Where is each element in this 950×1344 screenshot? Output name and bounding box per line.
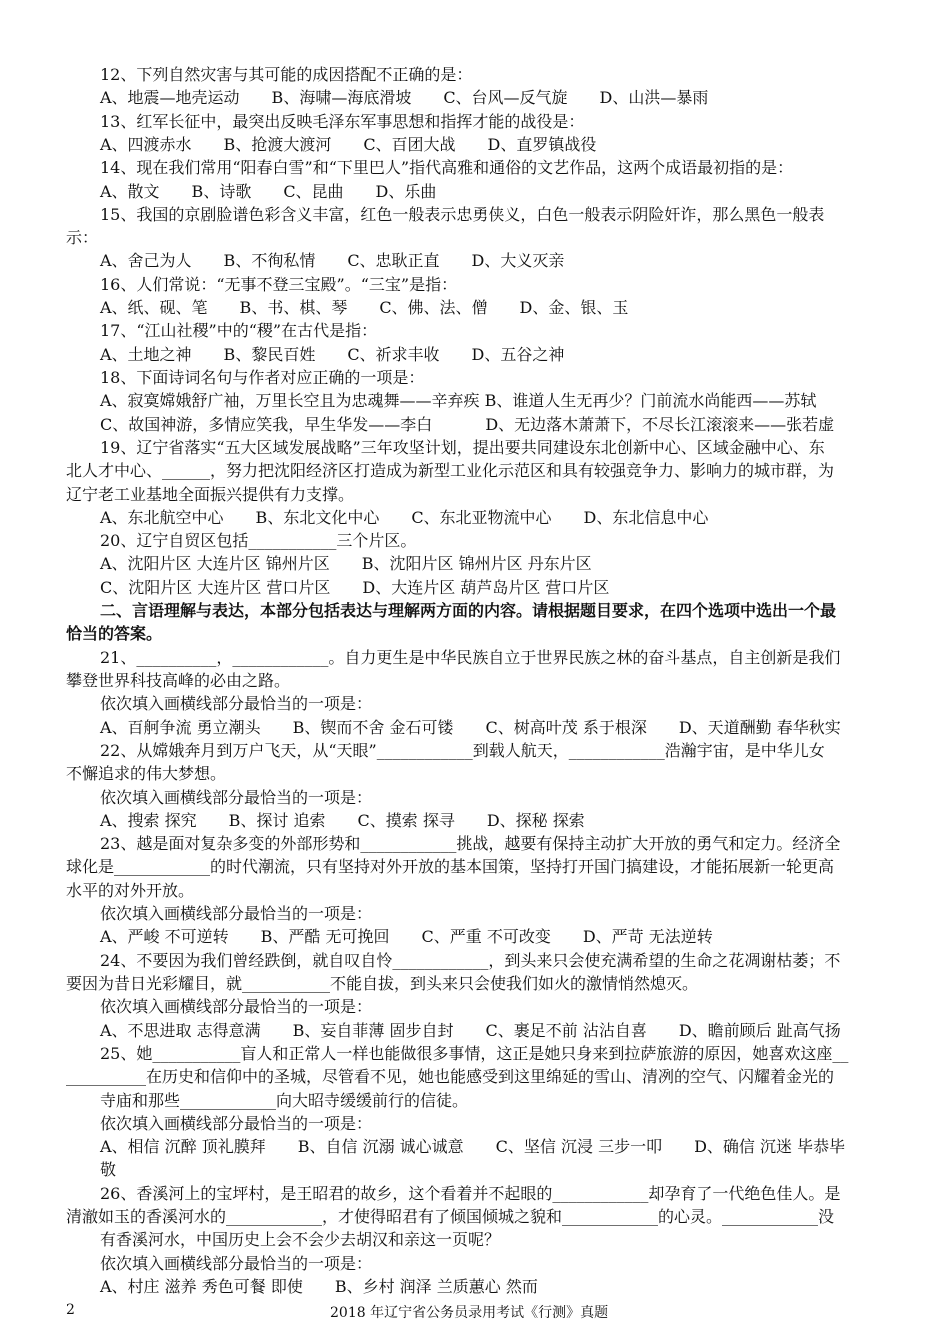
- text-line: 依次填入画横线部分最恰当的一项是：: [100, 1113, 373, 1133]
- text-line: 25、她___________盲人和正常人一样也能做很多事情，这正是她只身来到拉萨旅游的原因，她喜欢这座__: [100, 1043, 849, 1063]
- text-line: 19、辽宁省落实“五大区域发展战略”三年攻坚计划，提出要共同建设东北创新中心、区域金融中心、东: [100, 437, 825, 457]
- text-line: 二、言语理解与表达，本部分包括表达与理解两方面的内容。请根据题目要求，在四个选项中选出一个最: [100, 601, 837, 621]
- text-line: C、沈阳片区 大连片区 营口片区 D、大连片区 葫芦岛片区 营口片区: [100, 577, 610, 597]
- text-line: 北人才中心、______，努力把沈阳经济区打造成为新型工业化示范区和具有较强竞争力、影响力的城市群，为: [66, 461, 835, 481]
- text-line: 敬: [100, 1160, 117, 1180]
- text-line: A、严峻 不可逆转 B、严酷 无可挽回 C、严重 不可改变 D、严苛 无法逆转: [100, 927, 713, 947]
- text-line: 依次填入画横线部分最恰当的一项是：: [100, 787, 373, 807]
- text-line: 21、__________，____________。自力更生是中华民族自立于世界民族之林的奋斗基点，自主创新是我们: [100, 647, 841, 667]
- text-line: A、村庄 滋养 秀色可餐 即使 B、乡村 润泽 兰质蕙心 然而: [100, 1277, 538, 1296]
- footer-title: 2018 年辽宁省公务员录用考试《行测》真题: [330, 1305, 609, 1321]
- text-line: 23、越是面对复杂多变的外部形势和____________挑战，越要有保持主动扩大开放的勇气和定力。经济全: [100, 834, 841, 854]
- text-line: 依次填入画横线部分最恰当的一项是：: [100, 904, 373, 924]
- text-line: A、百舸争流 勇立潮头 B、锲而不舍 金石可镂 C、树高叶茂 系于根深 D、天道酬勤 春华秋实: [100, 717, 841, 737]
- text-line: 恰当的答案。: [66, 624, 163, 644]
- text-line: 14、现在我们常用“阳春白雪”和“下里巴人”指代高雅和通俗的文艺作品，这两个成语最初指的是：: [100, 158, 794, 178]
- text-line: A、相信 沉醉 顶礼膜拜 B、自信 沉溺 诚心诚意 C、坚信 沉浸 三步一叩 D、确信 沉迷 毕恭毕: [100, 1137, 846, 1157]
- text-line: 12、下列自然灾害与其可能的成因搭配不正确的是：: [100, 65, 473, 84]
- text-line: 水平的对外开放。: [66, 880, 195, 900]
- text-line: 13、红军长征中，最突出反映毛泽东军事思想和指挥才能的战役是：: [100, 111, 585, 131]
- text-line: A、土地之神 B、黎民百姓 C、祈求丰收 D、五谷之神: [100, 344, 565, 364]
- text-line: A、地震—地壳运动 B、海啸—海底滑坡 C、台风—反气旋 D、山洪—暴雨: [100, 88, 709, 108]
- text-line: A、东北航空中心 B、东北文化中心 C、东北亚物流中心 D、东北信息中心: [100, 507, 709, 527]
- text-line: A、纸、砚、笔 B、书、棋、琴 C、佛、法、僧 D、金、银、玉: [100, 298, 629, 318]
- text-line: 依次填入画横线部分最恰当的一项是：: [100, 1253, 373, 1273]
- text-line: 辽宁老工业基地全面振兴提供有力支撑。: [66, 484, 355, 504]
- text-line: A、沈阳片区 大连片区 锦州片区 B、沈阳片区 锦州片区 丹东片区: [100, 554, 592, 574]
- text-line: 示：: [66, 228, 99, 248]
- page-number: 2: [66, 1302, 75, 1318]
- text-line: A、不思进取 志得意满 B、妄自菲薄 固步自封 C、裹足不前 沾沾自喜 D、瞻前顾后 趾高气扬: [100, 1020, 841, 1040]
- text-line: __________在历史和信仰中的圣城，尽管看不见，她也能感受到这里绵延的雪山、清冽的空气、闪耀着金光的: [66, 1067, 835, 1087]
- text-line: A、四渡赤水 B、抢渡大渡河 C、百团大战 D、直罗镇战役: [100, 134, 597, 154]
- text-line: 球化是____________的时代潮流，只有坚持对外开放的基本国策，坚持打开国门搞建设，才能拓展新一轮更高: [66, 857, 835, 877]
- text-line: 要因为昔日光彩耀目，就___________不能自拔，到头来只会使我们如火的激情悄然熄灭。: [66, 974, 699, 993]
- text-line: 22、从嫦娥奔月到万户飞天，从“天眼”____________到载人航天，____________浩瀚宇宙，是中华儿女: [100, 740, 825, 760]
- text-line: 攀登世界科技高峰的必由之路。: [66, 671, 291, 690]
- text-line: A、寂寞嫦娥舒广袖，万里长空且为忠魂舞——辛弃疾 B、谁道人生无再少？门前流水尚能西——苏轼: [100, 391, 817, 411]
- text-line: 依次填入画横线部分最恰当的一项是：: [100, 694, 373, 714]
- text-line: 寺庙和那些____________向大昭寺缓缓前行的信徒。: [100, 1090, 469, 1110]
- text-line: 24、不要因为我们曾经跌倒，就自叹自怜____________，到头来只会使充满希望的生命之花凋谢枯萎；不: [100, 950, 841, 970]
- text-line: 不懈追求的伟大梦想。: [66, 764, 227, 784]
- text-line: A、舍己为人 B、不徇私情 C、忠耿正直 D、大义灭亲: [100, 251, 565, 271]
- text-line: 清澈如玉的香溪河水的____________，才使得昭君有了倾国倾城之貌和____________的心灵。____________没: [66, 1207, 835, 1227]
- text-line: 15、我国的京剧脸谱色彩含义丰富，红色一般表示忠勇侠义，白色一般表示阴险奸诈，那么黑色一般表: [100, 204, 825, 224]
- text-line: 16、人们常说：“无事不登三宝殿”。“三宝”是指：: [100, 274, 458, 294]
- text-line: A、散文 B、诗歌 C、昆曲 D、乐曲: [100, 181, 437, 201]
- text-line: 有香溪河水，中国历史上会不会少去胡汉和亲这一页呢？: [100, 1230, 501, 1250]
- text-line: 18、下面诗词名句与作者对应正确的一项是：: [100, 368, 425, 387]
- text-line: 26、香溪河上的宝坪村，是王昭君的故乡，这个看着并不起眼的____________却孕育了一代绝色佳人。是: [100, 1183, 841, 1203]
- text-line: 依次填入画横线部分最恰当的一项是：: [100, 997, 373, 1017]
- text-line: A、搜索 探究 B、探讨 追索 C、摸索 探寻 D、探秘 探索: [100, 810, 585, 830]
- text-line: 17、“江山社稷”中的“稷”在古代是指：: [100, 321, 378, 341]
- text-line: 20、辽宁自贸区包括___________三个片区。: [100, 531, 417, 551]
- text-line: C、故国神游，多情应笑我，早生华发——李白 D、无边落木萧萧下，不尽长江滚滚来——张若虚: [100, 414, 835, 434]
